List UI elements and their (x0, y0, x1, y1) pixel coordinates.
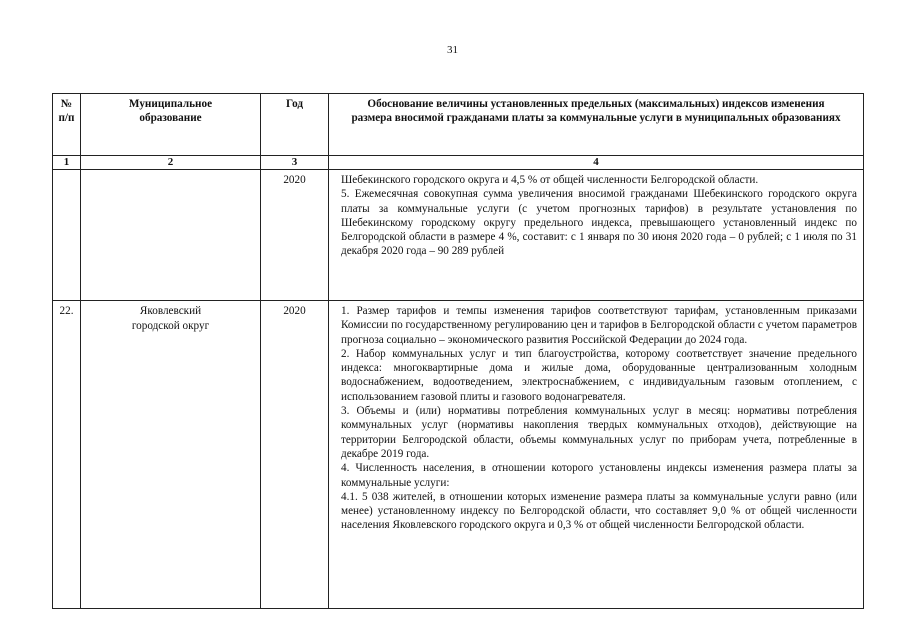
justification-text (329, 170, 864, 301)
table-row (53, 170, 864, 301)
header-year-label: Год (285, 98, 304, 110)
col-number-2: 2 (81, 156, 261, 170)
paragraph: 2. Набор коммунальных услуг и тип благоустройства, которому соответствует значение предельного индекса: многоквартирные дома и жилые дома, оборудованные централизованным холодным водоснабжением, водоотведением, электроснабжением, с индивидуальным газовым отоплением, с использованием газовой плиты и газового водонагревателя. (341, 347, 857, 403)
paragraph: 3. Объемы и (или) нормативы потребления коммунальных услуг в месяц: нормативы потребления коммунальных услуг (нормативы накопления твердых коммунальных отходов), действующие на территории Белгородской области, объемы коммунальных услуг по приборам учета, потребленные в декабре 2019 года. (341, 405, 857, 460)
indices-table (52, 93, 864, 609)
paragraph: 4. Численность населения, в отношении которого установлены индексы изменения размера платы за коммунальные услуги: (341, 462, 857, 489)
header-mo-label: Муниципальное образование (128, 98, 213, 124)
col-number-1: 1 (53, 156, 81, 170)
table-header-row (53, 94, 864, 156)
row-year: 2020 (261, 301, 329, 609)
municipality-name (81, 170, 261, 301)
column-number-row (53, 156, 864, 170)
paragraph: 5. Ежемесячная совокупная сумма увеличения вносимой гражданами Шебекинского городского округа платы за коммунальные услуги (с учетом прогнозных тарифов) в результате установления по Шебекинскому городскому округу предельного индекса, превышающего установленный индекс по Белгородской области в размере 4 %, составит: с 1 января по 30 июня 2020 года – 0 рублей; с 1 июля по 31 декабря 2020 года – 90 289 рублей (341, 188, 857, 258)
header-num (53, 94, 81, 156)
paragraph: Шебекинского городского округа и 4,5 % от общей численности Белгородской области. (341, 174, 759, 186)
municipality-name-text: Яковлевский городской округ (131, 305, 210, 332)
justification-text (329, 301, 864, 609)
header-justification-label: Обоснование величины установленных предельных (максимальных) индексов изменения размера вносимой гражданами платы за коммунальные услуги в муниципальных образованиях (351, 98, 841, 124)
paragraph: 1. Размер тарифов и темпы изменения тарифов соответствуют тарифам, установленным приказами Комиссии по государственному регулированию цен и тарифов в Белгородской области с учетом параметров прогноза социально – экономического развития Российской Федерации до 2024 года. (341, 305, 857, 346)
paragraph: 4.1. 5 038 жителей, в отношении которых изменение размера платы за коммунальные услуги равно (или менее) установленному индексу по Белгородской области, что составляет 9,0 % от общей численности населения Яковлевского городского округа и 0,3 % от общей численности Белгородской области. (341, 490, 857, 532)
col-number-4: 4 (329, 156, 864, 170)
row-year: 2020 (261, 170, 329, 301)
row-number (53, 170, 81, 301)
header-num-label: № п/п (58, 98, 75, 124)
header-mo (81, 94, 261, 156)
municipality-name (81, 301, 261, 609)
table-row (53, 301, 864, 609)
header-justification (329, 94, 864, 156)
row-number: 22. (53, 301, 81, 609)
page-number: 31 (447, 44, 458, 56)
header-year (261, 94, 329, 156)
col-number-3: 3 (261, 156, 329, 170)
